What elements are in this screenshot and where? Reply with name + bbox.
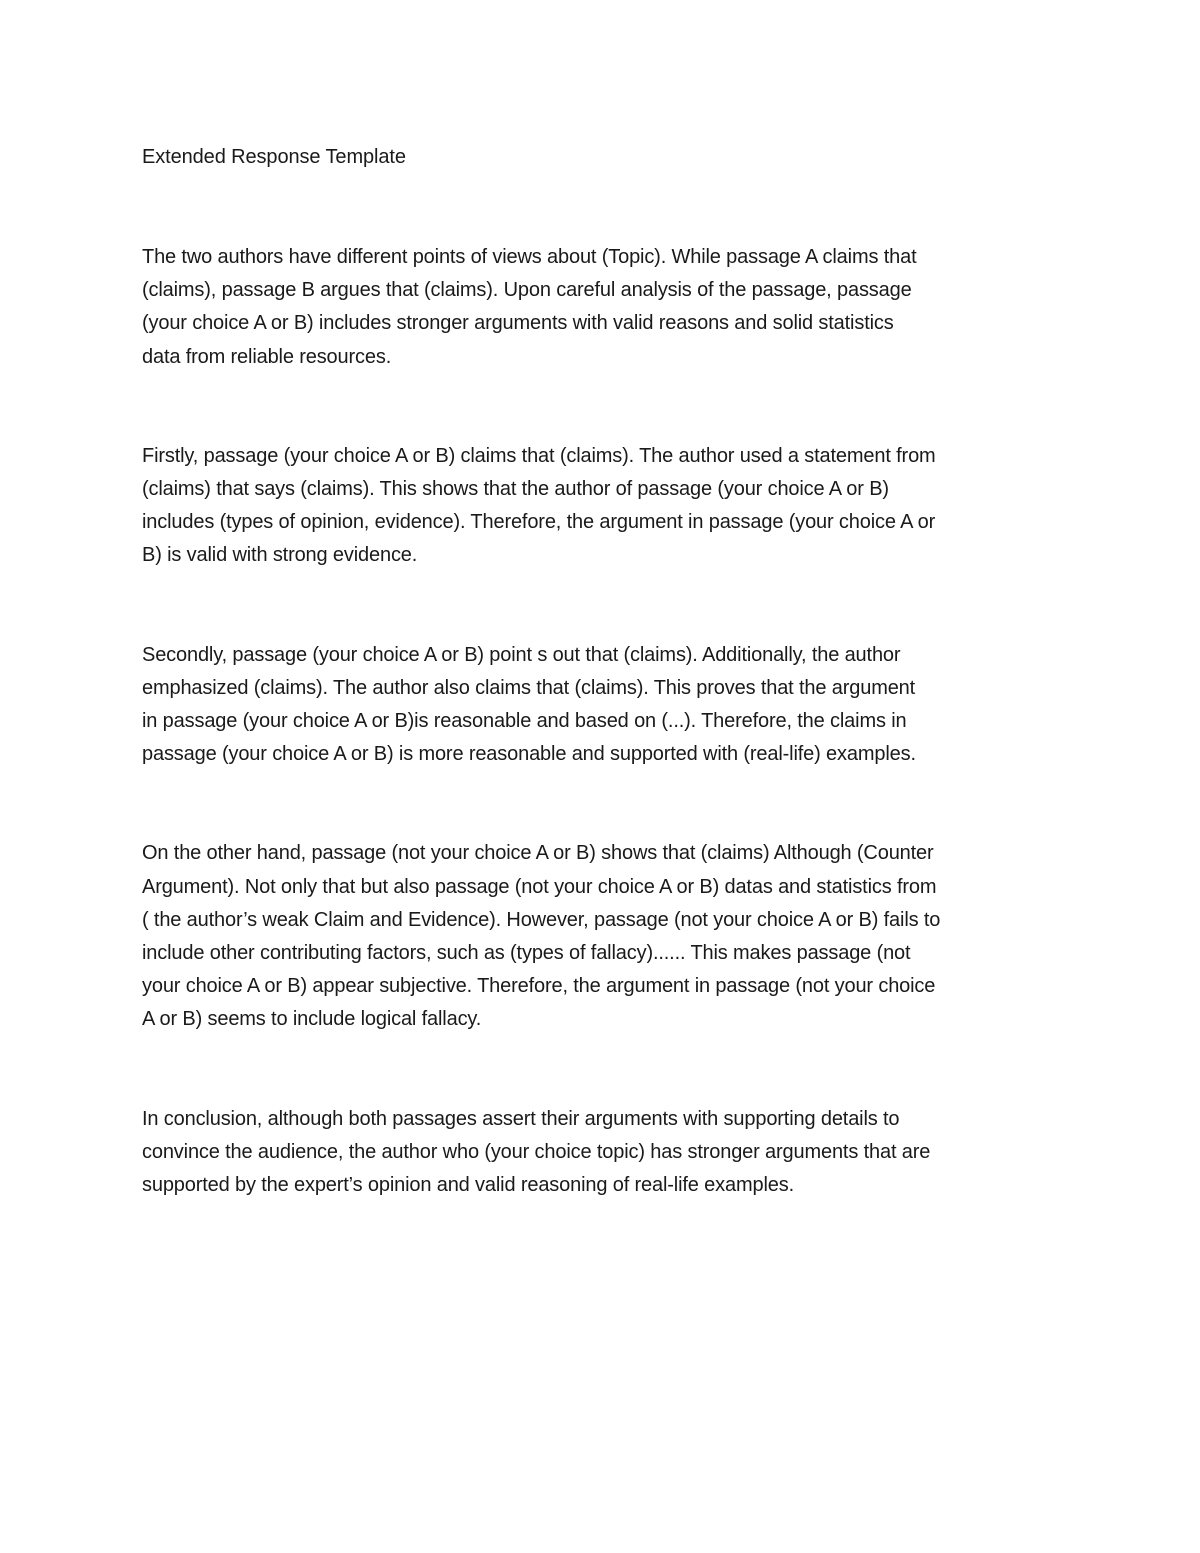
paragraph-firstly xyxy=(142,440,1072,573)
text-line: The two authors have different points of views about (Topic). While passage A claims that xyxy=(142,246,917,268)
text-line: Argument). Not only that but also passage (not your choice A or B) datas and statistics from xyxy=(142,875,937,898)
text-line: (claims), passage B argues that (claims). Upon careful analysis of the passage, passage xyxy=(142,279,912,302)
text-line: (your choice A or B) includes stronger arguments with valid reasons and solid statistics xyxy=(142,312,894,335)
text-line: Secondly, passage (your choice A or B) point s out that (claims). Additionally, the author xyxy=(142,643,901,666)
paragraph-introduction xyxy=(142,241,1072,374)
text-line: On the other hand, passage (not your choice A or B) shows that (claims) Although (Counter xyxy=(142,842,934,865)
text-line: supported by the expert’s opinion and valid reasoning of real-life examples. xyxy=(142,1174,794,1197)
text-line: (claims) that says (claims). This shows that the author of passage (your choice A or B) xyxy=(142,478,889,501)
text-line: ( the author’s weak Claim and Evidence). However, passage (not your choice A or B) fails to xyxy=(142,908,941,931)
text-line: includes (types of opinion, evidence). Therefore, the argument in passage (your choice A or xyxy=(142,511,936,534)
document-title: Extended Response Template xyxy=(142,146,406,168)
text-line: data from reliable resources. xyxy=(142,345,392,368)
text-line: A or B) seems to include logical fallacy. xyxy=(142,1008,482,1031)
paragraph-conclusion xyxy=(142,1103,1072,1203)
document-body xyxy=(142,143,1072,1268)
paragraph-secondly xyxy=(142,639,1072,772)
text-line: Firstly, passage (your choice A or B) claims that (claims). The author used a statement from xyxy=(142,444,936,467)
text-line: passage (your choice A or B) is more reasonable and supported with (real-life) examples. xyxy=(142,743,916,766)
text-line: emphasized (claims). The author also claims that (claims). This proves that the argument xyxy=(142,676,916,699)
text-line: in passage (your choice A or B)is reasonable and based on (...). Therefore, the claims in xyxy=(142,710,907,733)
text-line: In conclusion, although both passages assert their arguments with supporting details to xyxy=(142,1107,900,1130)
text-line: your choice A or B) appear subjective. Therefore, the argument in passage (not your choice xyxy=(142,975,936,998)
paragraph-counterargument xyxy=(142,837,1072,1036)
text-line: convince the audience, the author who (your choice topic) has stronger arguments that are xyxy=(142,1140,931,1163)
text-line: B) is valid with strong evidence. xyxy=(142,544,418,567)
text-line: include other contributing factors, such as (types of fallacy)...... This makes passage (not xyxy=(142,942,911,965)
